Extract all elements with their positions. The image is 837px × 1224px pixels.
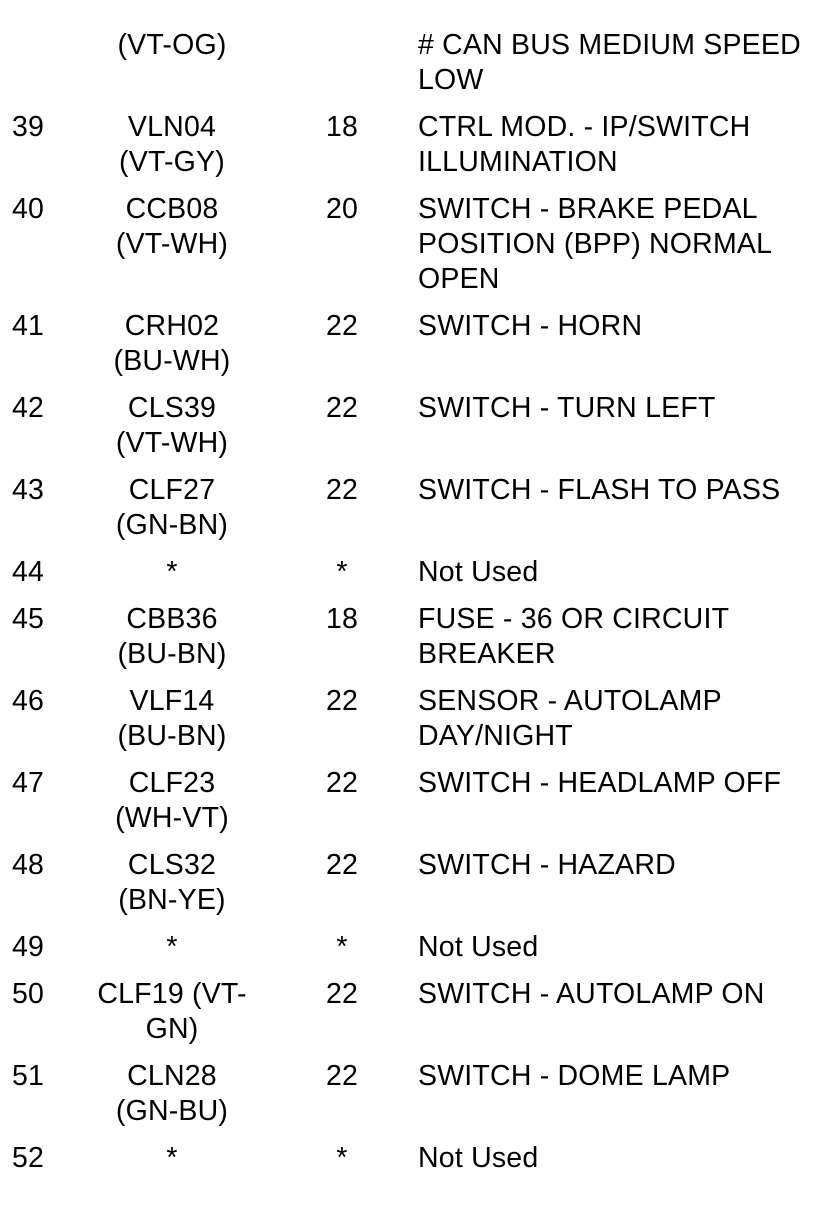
wire-gauge-cell: [262, 977, 418, 1059]
circuit-color-cell-text: *: [166, 1142, 178, 1174]
pin-number-cell: [0, 473, 82, 555]
circuit-function-cell: [418, 309, 837, 391]
table-row: [0, 28, 837, 110]
pin-number-cell-text: 52: [12, 1142, 45, 1174]
circuit-function-cell-text: SWITCH - BRAKE PEDAL POSITION (BPP) NORMAL OPEN: [418, 193, 773, 295]
wire-gauge-cell-text: 18: [325, 111, 359, 143]
circuit-color-cell-text: CLF27 (GN-BN): [115, 474, 229, 541]
circuit-function-cell-text: SWITCH - HORN: [418, 310, 643, 342]
circuit-color-cell-text: CLF19 (VT- GN): [97, 978, 247, 1045]
wire-gauge-cell: [262, 602, 418, 684]
pinout-table-body: [0, 28, 837, 1188]
wire-gauge-cell: [262, 1059, 418, 1141]
circuit-function-cell: [418, 684, 837, 766]
pin-number-cell-text: 49: [12, 931, 45, 963]
pin-number-cell-text: 44: [12, 556, 45, 588]
table-row: [0, 1141, 837, 1188]
circuit-color-cell: [82, 28, 262, 110]
pin-number-cell: [0, 766, 82, 848]
wire-gauge-cell-text: 22: [325, 685, 359, 717]
wire-gauge-cell-text: 20: [325, 193, 359, 225]
circuit-color-cell-text: CLS39 (VT-WH): [115, 392, 229, 459]
circuit-color-cell-text: CLN28 (GN-BU): [115, 1060, 229, 1127]
circuit-color-cell: [82, 977, 262, 1059]
wire-gauge-cell-text: *: [336, 931, 348, 963]
circuit-color-cell-text: VLF14 (BU-BN): [117, 685, 227, 752]
pin-number-cell-text: 41: [12, 310, 45, 342]
circuit-color-cell: [82, 848, 262, 930]
circuit-function-cell: [418, 473, 837, 555]
circuit-function-cell: [418, 766, 837, 848]
circuit-color-cell: [82, 555, 262, 602]
table-row: [0, 309, 837, 391]
circuit-function-cell-text: SWITCH - FLASH TO PASS: [418, 474, 781, 506]
table-row: [0, 473, 837, 555]
circuit-color-cell: [82, 1059, 262, 1141]
pin-number-cell: [0, 391, 82, 473]
wire-gauge-cell: [262, 192, 418, 309]
table-row: [0, 766, 837, 848]
circuit-function-cell-text: SWITCH - HAZARD: [418, 849, 676, 881]
circuit-function-cell: [418, 192, 837, 309]
circuit-function-cell: [418, 848, 837, 930]
circuit-color-cell: [82, 930, 262, 977]
pin-number-cell-text: 42: [12, 392, 45, 424]
circuit-color-cell-text: CCB08 (VT-WH): [115, 193, 229, 260]
pin-number-cell: [0, 977, 82, 1059]
circuit-color-cell-text: VLN04 (VT-GY): [119, 111, 225, 178]
table-row: [0, 555, 837, 602]
pin-number-cell-text: 51: [12, 1060, 45, 1092]
wire-gauge-cell: [262, 930, 418, 977]
pin-number-cell: [0, 309, 82, 391]
wire-gauge-cell: [262, 766, 418, 848]
circuit-function-cell: [418, 1059, 837, 1141]
table-row: [0, 684, 837, 766]
table-row: [0, 930, 837, 977]
pin-number-cell: [0, 1059, 82, 1141]
wire-gauge-cell-text: 18: [325, 603, 359, 635]
wire-gauge-cell: [262, 684, 418, 766]
pin-number-cell: [0, 110, 82, 192]
pin-number-cell-text: 39: [12, 111, 45, 143]
circuit-function-cell-text: SWITCH - HEADLAMP OFF: [418, 767, 782, 799]
wire-gauge-cell: [262, 555, 418, 602]
circuit-function-cell: [418, 110, 837, 192]
pin-number-cell: [0, 28, 82, 110]
circuit-color-cell-text: *: [166, 556, 178, 588]
circuit-color-cell: [82, 110, 262, 192]
wire-gauge-cell-text: 22: [325, 474, 359, 506]
circuit-color-cell: [82, 766, 262, 848]
circuit-function-cell: [418, 602, 837, 684]
circuit-color-cell-text: CLS32 (BN-YE): [118, 849, 226, 916]
wire-gauge-cell-text: 22: [325, 978, 359, 1010]
wire-gauge-cell-text: *: [336, 556, 348, 588]
pin-number-cell-text: 46: [12, 685, 45, 717]
wire-gauge-cell: [262, 1141, 418, 1188]
wire-gauge-cell-text: 22: [325, 392, 359, 424]
wire-gauge-cell: [262, 28, 418, 110]
circuit-function-cell: [418, 930, 837, 977]
wire-gauge-cell-text: 22: [325, 767, 359, 799]
circuit-color-cell: [82, 309, 262, 391]
circuit-color-cell-text: CLF23 (WH-VT): [115, 767, 229, 834]
table-row: [0, 977, 837, 1059]
wire-gauge-cell: [262, 309, 418, 391]
pin-number-cell: [0, 1141, 82, 1188]
pin-number-cell: [0, 848, 82, 930]
circuit-function-cell: [418, 1141, 837, 1188]
circuit-color-cell: [82, 391, 262, 473]
pin-number-cell: [0, 602, 82, 684]
table-row: [0, 1059, 837, 1141]
pin-number-cell-text: 50: [12, 978, 45, 1010]
pin-number-cell: [0, 555, 82, 602]
circuit-function-cell: [418, 391, 837, 473]
circuit-color-cell-text: *: [166, 931, 178, 963]
circuit-function-cell: [418, 977, 837, 1059]
circuit-function-cell-text: Not Used: [418, 931, 539, 963]
circuit-color-cell-text: CBB36 (BU-BN): [117, 603, 227, 670]
circuit-color-cell-text: (VT-OG): [117, 29, 227, 61]
table-row: [0, 110, 837, 192]
wire-gauge-cell: [262, 391, 418, 473]
circuit-function-cell-text: SENSOR - AUTOLAMP DAY/NIGHT: [418, 685, 722, 752]
table-row: [0, 848, 837, 930]
pin-number-cell: [0, 684, 82, 766]
circuit-function-cell: [418, 555, 837, 602]
circuit-color-cell: [82, 602, 262, 684]
wire-gauge-cell-text: 22: [325, 1060, 359, 1092]
wire-gauge-cell-text: 22: [325, 310, 359, 342]
connector-pinout-table: [0, 28, 837, 1188]
wire-gauge-cell: [262, 110, 418, 192]
wire-gauge-cell-text: 22: [325, 849, 359, 881]
pin-number-cell: [0, 930, 82, 977]
circuit-function-cell: [418, 28, 837, 110]
circuit-function-cell-text: SWITCH - TURN LEFT: [418, 392, 716, 424]
circuit-function-cell-text: # CAN BUS MEDIUM SPEED LOW: [418, 29, 801, 96]
circuit-color-cell-text: CRH02 (BU-WH): [113, 310, 231, 377]
circuit-color-cell: [82, 684, 262, 766]
wire-gauge-cell: [262, 473, 418, 555]
table-row: [0, 391, 837, 473]
circuit-function-cell-text: SWITCH - AUTOLAMP ON: [418, 978, 765, 1010]
table-row: [0, 602, 837, 684]
circuit-function-cell-text: FUSE - 36 OR CIRCUIT BREAKER: [418, 603, 730, 670]
pin-number-cell-text: 40: [12, 193, 45, 225]
pin-number-cell-text: 47: [12, 767, 45, 799]
circuit-color-cell: [82, 473, 262, 555]
circuit-function-cell-text: Not Used: [418, 556, 539, 588]
circuit-function-cell-text: CTRL MOD. - IP/SWITCH ILLUMINATION: [418, 111, 751, 178]
pin-number-cell-text: 45: [12, 603, 45, 635]
circuit-color-cell: [82, 1141, 262, 1188]
pin-number-cell-text: 43: [12, 474, 45, 506]
wire-gauge-cell-text: *: [336, 1142, 348, 1174]
pin-number-cell: [0, 192, 82, 309]
circuit-function-cell-text: Not Used: [418, 1142, 539, 1174]
pin-number-cell-text: 48: [12, 849, 45, 881]
circuit-color-cell: [82, 192, 262, 309]
table-row: [0, 192, 837, 309]
circuit-function-cell-text: SWITCH - DOME LAMP: [418, 1060, 731, 1092]
wire-gauge-cell: [262, 848, 418, 930]
